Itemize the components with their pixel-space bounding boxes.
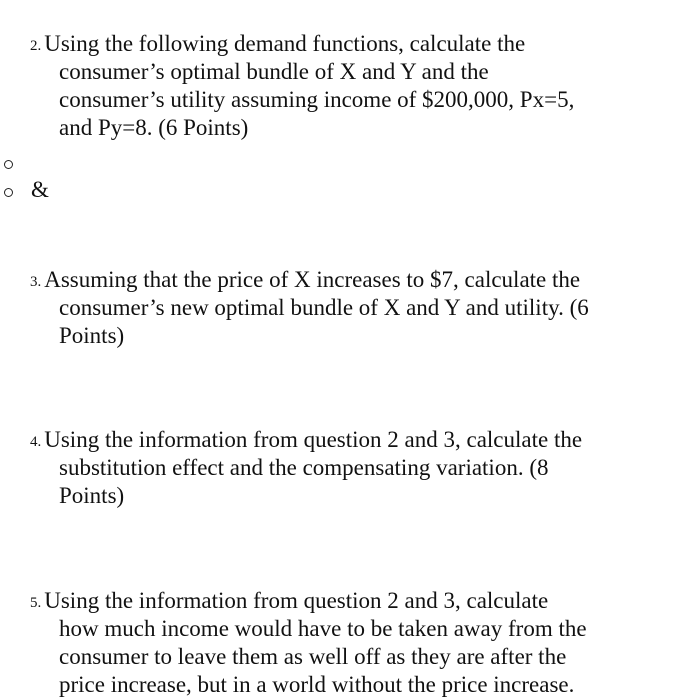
question-3-number: 3. — [30, 274, 42, 290]
question-3-line-1: 3. Assuming that the price of X increases to $7, calculate the — [30, 267, 581, 292]
bullet-icon — [4, 188, 13, 197]
question-4-line-3: Points) — [59, 483, 125, 508]
question-5-line-2: how much income would have to be taken away from the — [59, 616, 587, 641]
question-2-line-1: 2. Using the following demand functions, calculate the — [30, 31, 526, 56]
question-5-number: 5. — [30, 595, 42, 611]
question-5-line-3: consumer to leave them as well off as they are after the — [59, 644, 567, 669]
question-3-line-2: consumer’s new optimal bundle of X and Y and utility. (6 — [59, 295, 589, 320]
empty-bullet-icon — [4, 160, 13, 169]
question-2-line-3: consumer’s utility assuming income of $200,000, Px=5, — [59, 87, 575, 112]
ampersand-text: & — [31, 177, 49, 202]
question-2-line-2: consumer’s optimal bundle of X and Y and the — [59, 59, 489, 84]
question-5-line-1: 5. Using the information from question 2 and 3, calculate — [30, 588, 549, 613]
question-2-line-4: and Py=8. (6 Points) — [59, 115, 249, 140]
question-5-line-4: price increase, but in a world without the price increase. — [59, 672, 575, 697]
question-2-number: 2. — [30, 38, 42, 54]
question-3-line-3: Points) — [59, 323, 125, 348]
question-4-line-1: 4. Using the information from question 2 and 3, calculate the — [30, 427, 583, 452]
question-4-number: 4. — [30, 434, 42, 450]
question-4-line-2: substitution effect and the compensating variation. (8 — [59, 455, 549, 480]
